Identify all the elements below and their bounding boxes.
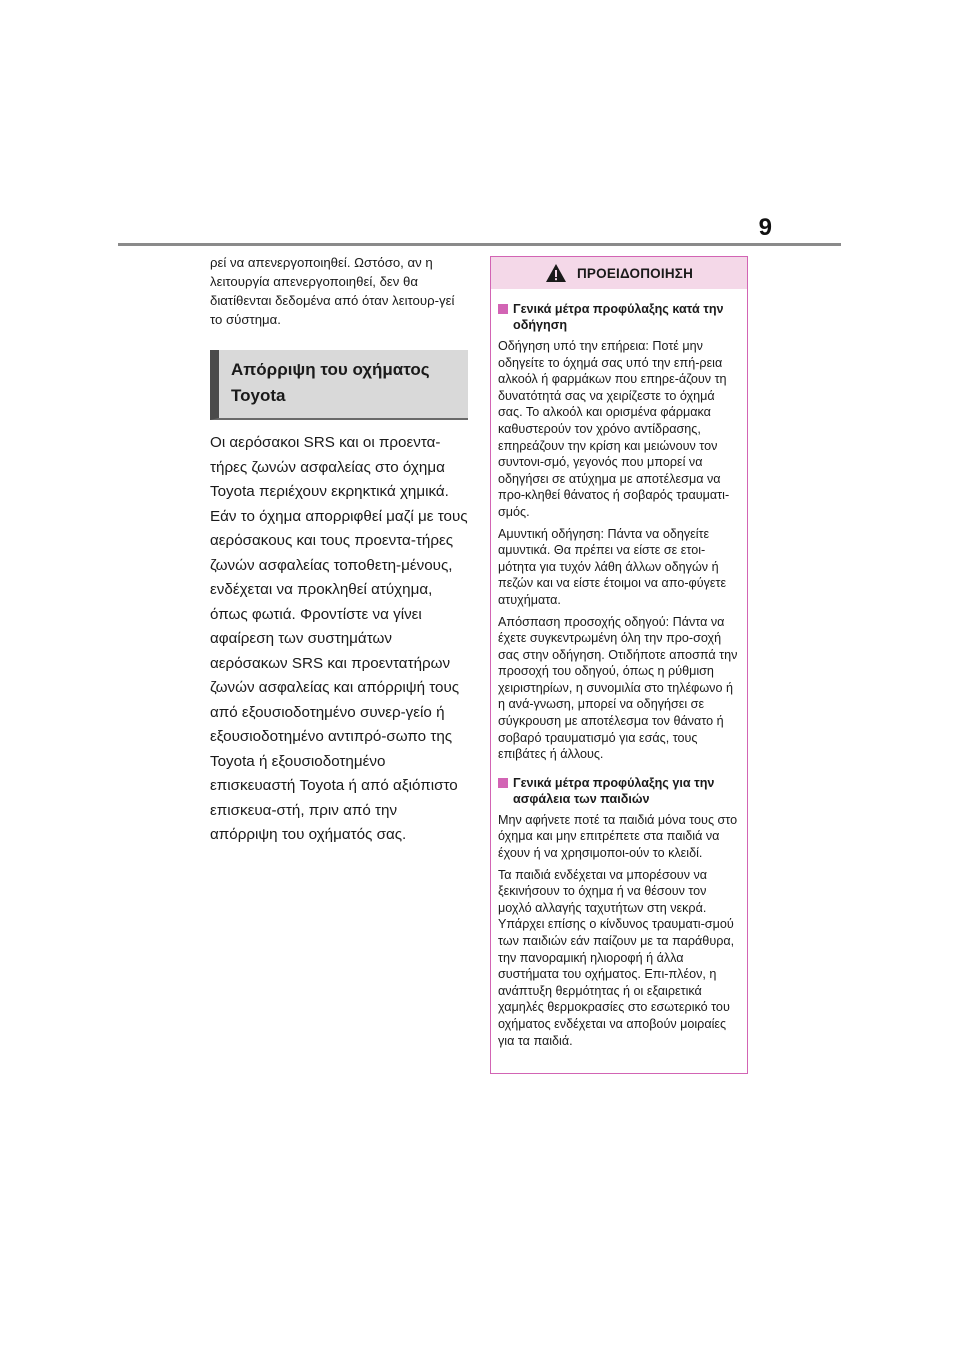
warning-paragraph: Απόσπαση προσοχής οδηγού: Πάντα να έχετε συγκεντρωμένη όλη την προ-σοχή σας στην οδήγηση. Οτιδήποτε αποσπά την προσοχή του οδηγού, όπως η ρύθμιση χειριστηρίων, η συνομιλία στο τηλέφωνο ή η ανά-γνωση, μπορεί να οδηγήσει σε σύγκρουση με αποτέλεσμα τον θάνατο ή σοβαρό τραυματισμό για εσάς, τους επιβάτες ή άλλους.	[498, 614, 738, 762]
body-paragraph: Οι αερόσακοι SRS και οι προεντα-τήρες ζωνών ασφαλείας στο όχημα Toyota περιέχουν εκρηκτικά χημικά. Εάν το όχημα απορριφθεί μαζί με τους αερόσακους και τους προεντα-τήρες ζωνών ασφαλείας τοποθετη-μένους, ενδέχεται να προκληθεί ατύχημα, όπως φωτιά. Φροντίστε να γίνει αφαίρεση των συστημάτων αερόσακων SRS και προεντατήρων ζωνών ασφαλείας και απόρριψή τους από εξουσιοδοτημένο συνερ-γείο ή εξουσιοδοτημένο αντιπρό-σωπο της Toyota ή εξουσιοδοτημένο επισκευαστή Toyota ή από αξιόπιστο επισκευα-στή, πριν από την απόρριψη του οχήματός σας.	[210, 434, 468, 843]
subheading-text: Γενικά μέτρα προφύλαξης για την ασφάλεια των παιδιών	[513, 775, 715, 806]
subheading-text: Γενικά μέτρα προφύλαξης κατά την οδήγηση	[513, 302, 724, 332]
page-number: 9	[758, 214, 772, 241]
section-heading: Απόρριψη του οχήματος Toyota	[210, 350, 468, 420]
warning-box	[490, 256, 748, 1074]
warning-triangle-icon	[545, 263, 567, 283]
square-bullet-icon	[498, 778, 508, 788]
left-column	[210, 253, 468, 848]
square-bullet-icon	[498, 304, 508, 314]
header-rule	[118, 243, 841, 246]
intro-paragraph: ρεί να απενεργοποιηθεί. Ωστόσο, αν η λειτουργία απενεργοποιηθεί, δεν θα διατίθενται δεδομένα από όταν λειτουρ-γεί το σύστημα.	[210, 255, 455, 327]
warning-paragraph: Τα παιδιά ενδέχεται να μπορέσουν να ξεκινήσουν το όχημα ή να θέσουν τον μοχλό αλλαγής ταχυτήτων στη νεκρά. Υπάρχει επίσης ο κίνδυνος τραυματι-σμού των παιδιών εάν παίζουν με τα παράθυρα, την πανοραμική ηλιοροφή ή άλλα συστήματα του οχήματος. Επι-πλέον, η ανάπτυξη θερμότητας ή οι εξαιρετικά χαμηλές θερμοκρασίες στο εσωτερικό του οχήματος ενδέχεται να αποβούν μοιραίες για τα παιδιά.	[498, 867, 735, 1048]
warning-content	[491, 289, 747, 1049]
warning-header	[491, 257, 747, 289]
warning-paragraph: Οδήγηση υπό την επήρεια: Ποτέ μην οδηγείτε το όχημά σας υπό την επή-ρεια αλκοόλ ή φαρμάκων που επηρε-άζουν τη δυνατότητά σας να χειρίζεστε το όχημά σας. Το αλκοόλ και ορισμένα φάρμακα καθυστερούν τον χρόνο αντίδρασης, επηρεάζουν την κρίση και μειώνουν τον συντονι-σμό, γεγονός που μπορεί να οδηγήσει σε ατύχημα με αποτέλεσμα να προ-κληθεί θάνατος ή σοβαρός τραυματι-σμός.	[498, 339, 730, 519]
warning-paragraph: Αμυντική οδήγηση: Πάντα να οδηγείτε αμυντικά. Θα πρέπει να είστε σε ετοι-μότητα για τυχόν λάθη άλλων οδηγών ή πεζών και να είστε έτοιμοι να απο-φύγετε ατυχήματα.	[498, 526, 727, 607]
warning-title: ΠΡΟΕΙΔΟΠΟΙΗΣΗ	[576, 265, 694, 281]
warning-paragraph: Μην αφήνετε ποτέ τα παιδιά μόνα τους στο όχημα και μην επιτρέπετε στα παιδιά να έχουν ή να χρησιμοποι-ούν το κλειδί.	[498, 812, 738, 861]
warning-subheading-driving	[498, 301, 740, 333]
warning-subheading-children	[498, 775, 740, 807]
